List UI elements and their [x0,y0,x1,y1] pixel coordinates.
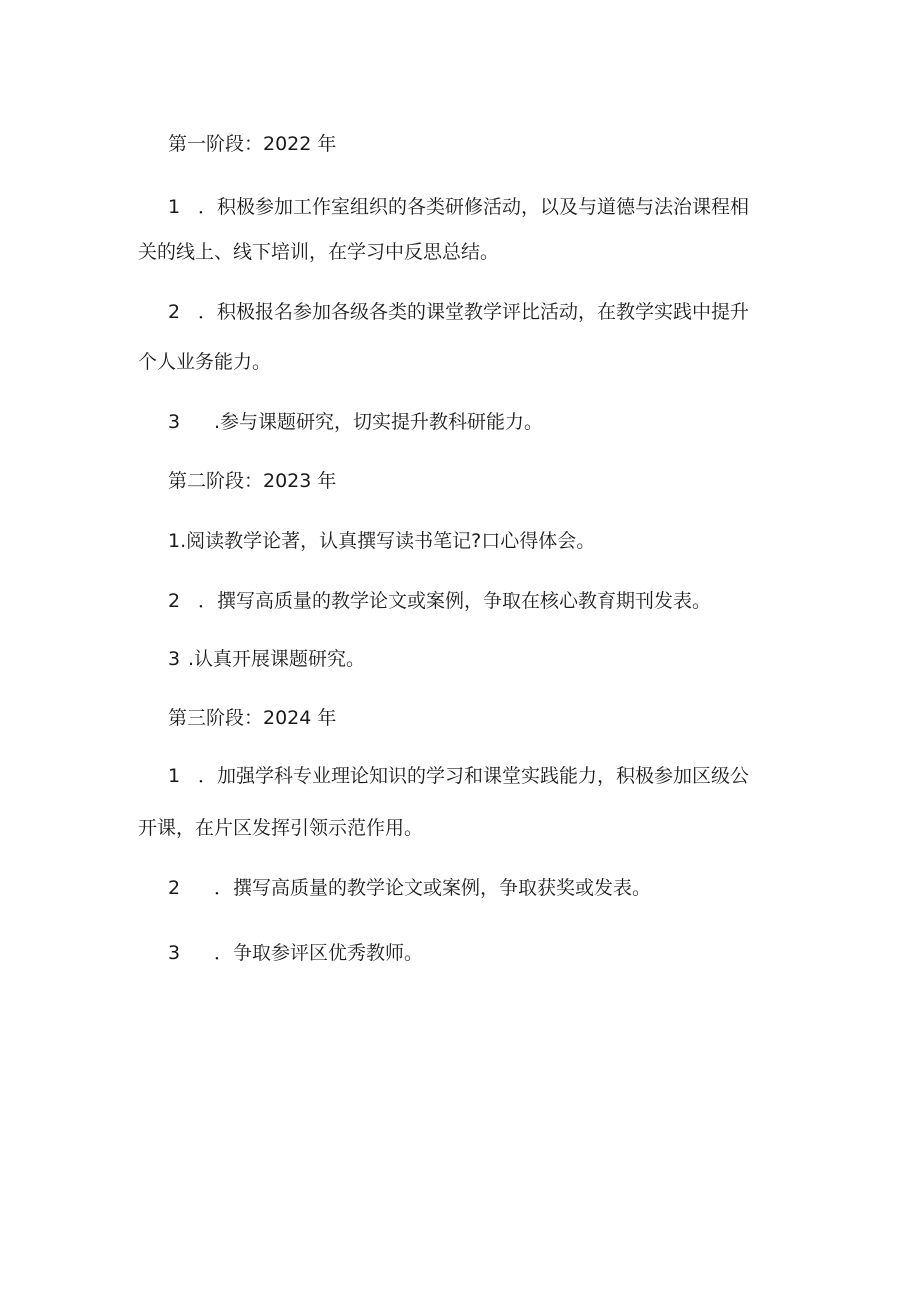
list-item [168,647,365,671]
list-item [168,764,749,788]
item-number: 2 [168,877,181,899]
stage-heading: 第三阶段：2024 年 [168,707,337,729]
item-text: .认真开展课题研究。 [188,648,366,670]
list-item [168,410,543,434]
item-number: 3 [168,942,181,964]
item-text: ．撰写高质量的教学论文或案例，争取在核心教育期刊发表。 [198,590,712,612]
item-number: 3 [168,411,181,433]
item-text: 1.阅读教学论著，认真撰写读书笔记?口心得体会。 [168,530,596,552]
list-item [168,589,711,613]
item-text-continued: 个人业务能力。 [138,351,272,373]
list-item [168,876,651,900]
item-number: 2 [168,590,181,612]
item-text: ．撰写高质量的教学论文或案例，争取获奖或发表。 [214,877,652,899]
item-number: 3 [168,648,181,670]
item-text: .参与课题研究，切实提升教科研能力。 [214,411,544,433]
item-text: ．争取参评区优秀教师。 [214,942,424,964]
stage-heading: 第一阶段：2022 年 [168,133,337,155]
item-text: ．加强学科专业理论知识的学习和课堂实践能力，积极参加区级公 [198,765,750,787]
list-item [168,195,749,219]
item-number: 2 [168,301,181,323]
list-item [168,941,423,965]
item-number: 1 [168,196,181,218]
item-text-continued: 关的线上、线下培训，在学习中反思总结。 [138,241,500,263]
stage-heading: 第二阶段：2023 年 [168,470,337,492]
list-item [168,529,595,553]
item-text-continued: 开课，在片区发挥引领示范作用。 [138,817,424,839]
item-text: ．积极报名参加各级各类的课堂教学评比活动，在教学实践中提升 [198,301,750,323]
item-text: ．积极参加工作室组织的各类研修活动，以及与道德与法治课程相 [198,196,750,218]
item-number: 1 [168,765,181,787]
list-item [168,300,749,324]
